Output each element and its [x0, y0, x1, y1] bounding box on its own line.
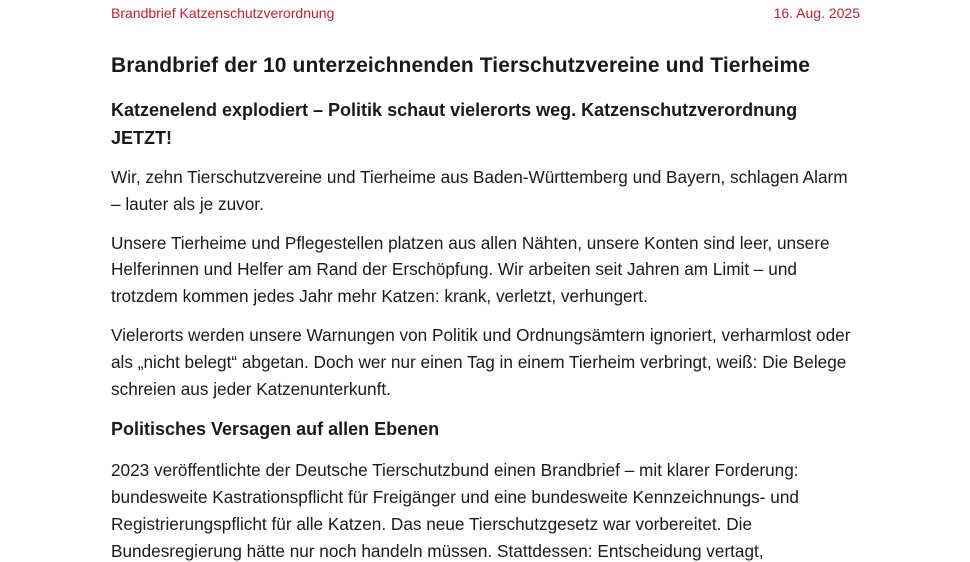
- section-paragraph: 2023 veröffentlichte der Deutsche Tierschutzbund einen Brandbrief – mit klarer Forderung: bundesweite Kastrationspflicht für Freigänger und eine bundesweite Kennzeichnungs- und Registrierungspflicht für alle Katzen. Das neue Tierschutzgesetz war vorbereitet. Die Bundesregierung hätte nur noch handeln müssen. Stattdessen: Entscheidung vertagt,: [111, 460, 799, 561]
- document-subtitle: Katzenelend explodiert – Politik schaut vielerorts weg. Katzenschutzverordnung JETZT!: [111, 100, 798, 148]
- document-title: Brandbrief der 10 unterzeichnenden Tierschutzvereine und Tierheime: [111, 54, 811, 77]
- header-document-name: Brandbrief Katzenschutzverordnung: [111, 5, 335, 21]
- body-paragraph-3: Vielerorts werden unsere Warnungen von Politik und Ordnungsämtern ignoriert, verharmlost oder als „nicht belegt“ abgetan. Doch wer nur einen Tag in einem Tierheim verbringt, weiß: Die Belege schreien aus jeder Katzenunterkunft.: [111, 324, 851, 399]
- section-heading: Politisches Versagen auf allen Ebenen: [111, 419, 440, 440]
- running-header: [111, 0, 860, 30]
- body-paragraph-2: Unsere Tierheime und Pflegestellen platzen aus allen Nähten, unsere Konten sind leer, unsere Helferinnen und Helfer am Rand der Erschöpfung. Wir arbeiten seit Jahren am Limit – und trotzdem kommen jedes Jahr mehr Katzen: krank, verletzt, verhungert.: [111, 232, 830, 307]
- header-date: 16. Aug. 2025: [773, 5, 860, 21]
- body-paragraph-1: Wir, zehn Tierschutzvereine und Tierheime aus Baden-Württemberg und Bayern, schlagen Alarm – lauter als je zuvor.: [111, 167, 848, 214]
- document-page: [111, 0, 860, 562]
